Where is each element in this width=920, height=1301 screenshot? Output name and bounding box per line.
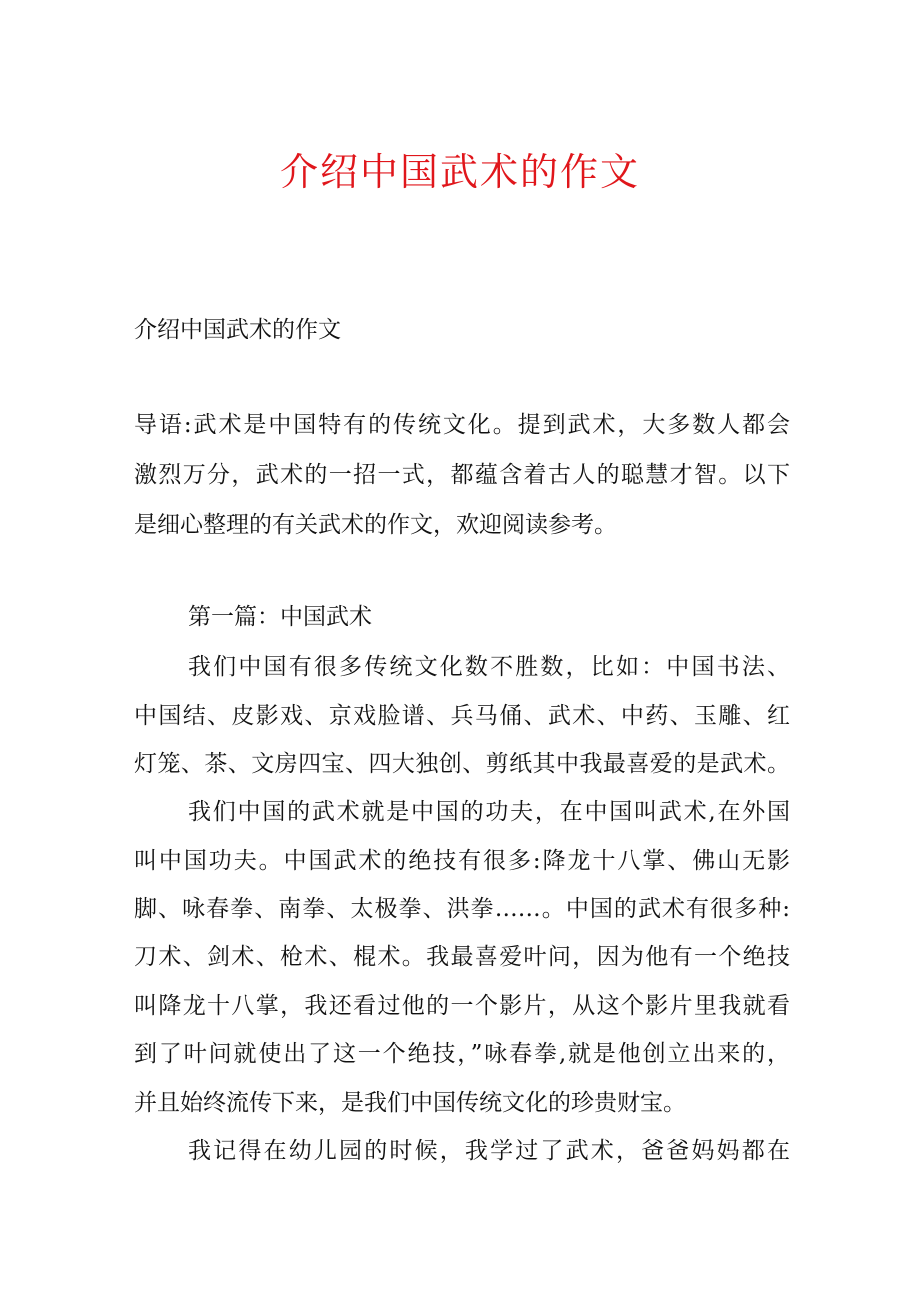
intro-line-2: 激烈万分，武术的一招一式，都蕴含着古人的聪慧才智。以下 — [134, 462, 790, 488]
body-line-1: 我们中国有很多传统文化数不胜数，比如：中国书法、 — [188, 654, 790, 680]
body-line-4: 我们中国的武术就是中国的功夫，在中国叫武术,在外国 — [188, 799, 790, 825]
intro-line-1: 导语:武术是中国特有的传统文化。提到武术，大多数人都会 — [134, 412, 790, 438]
body-line-11: 我记得在幼儿园的时候，我学过了武术，爸爸妈妈都在 — [188, 1138, 790, 1164]
body-line-5: 叫中国功夫。中国武术的绝技有很多:降龙十八掌、佛山无影 — [134, 848, 790, 874]
essay-heading: 介绍中国武术的作文 — [134, 317, 341, 343]
body-line-2: 中国结、皮影戏、京戏脸谱、兵马俑、武术、中药、玉雕、红 — [134, 703, 790, 729]
body-line-10: 并且始终流传下来，是我们中国传统文化的珍贵财宝。 — [134, 1090, 686, 1116]
body-line-6: 脚、咏春拳、南拳、太极拳、洪拳……。中国的武术有很多种: — [134, 896, 790, 922]
intro-line-3: 是细心整理的有关武术的作文，欢迎阅读参考。 — [134, 512, 617, 538]
section-heading: 第一篇：中国武术 — [188, 604, 372, 630]
body-line-7: 刀术、剑术、枪术、棍术。我最喜爱叶问，因为他有一个绝技 — [134, 944, 790, 970]
document-title: 介绍中国武术的作文 — [279, 150, 640, 194]
body-line-9: 到了叶问就使出了这一个绝技，”咏春拳,就是他创立出来的， — [134, 1041, 790, 1067]
body-line-3: 灯笼、茶、文房四宝、四大独创、剪纸其中我最喜爱的是武术。 — [134, 751, 790, 777]
body-line-8: 叫降龙十八掌，我还看过他的一个影片，从这个影片里我就看 — [134, 993, 790, 1019]
